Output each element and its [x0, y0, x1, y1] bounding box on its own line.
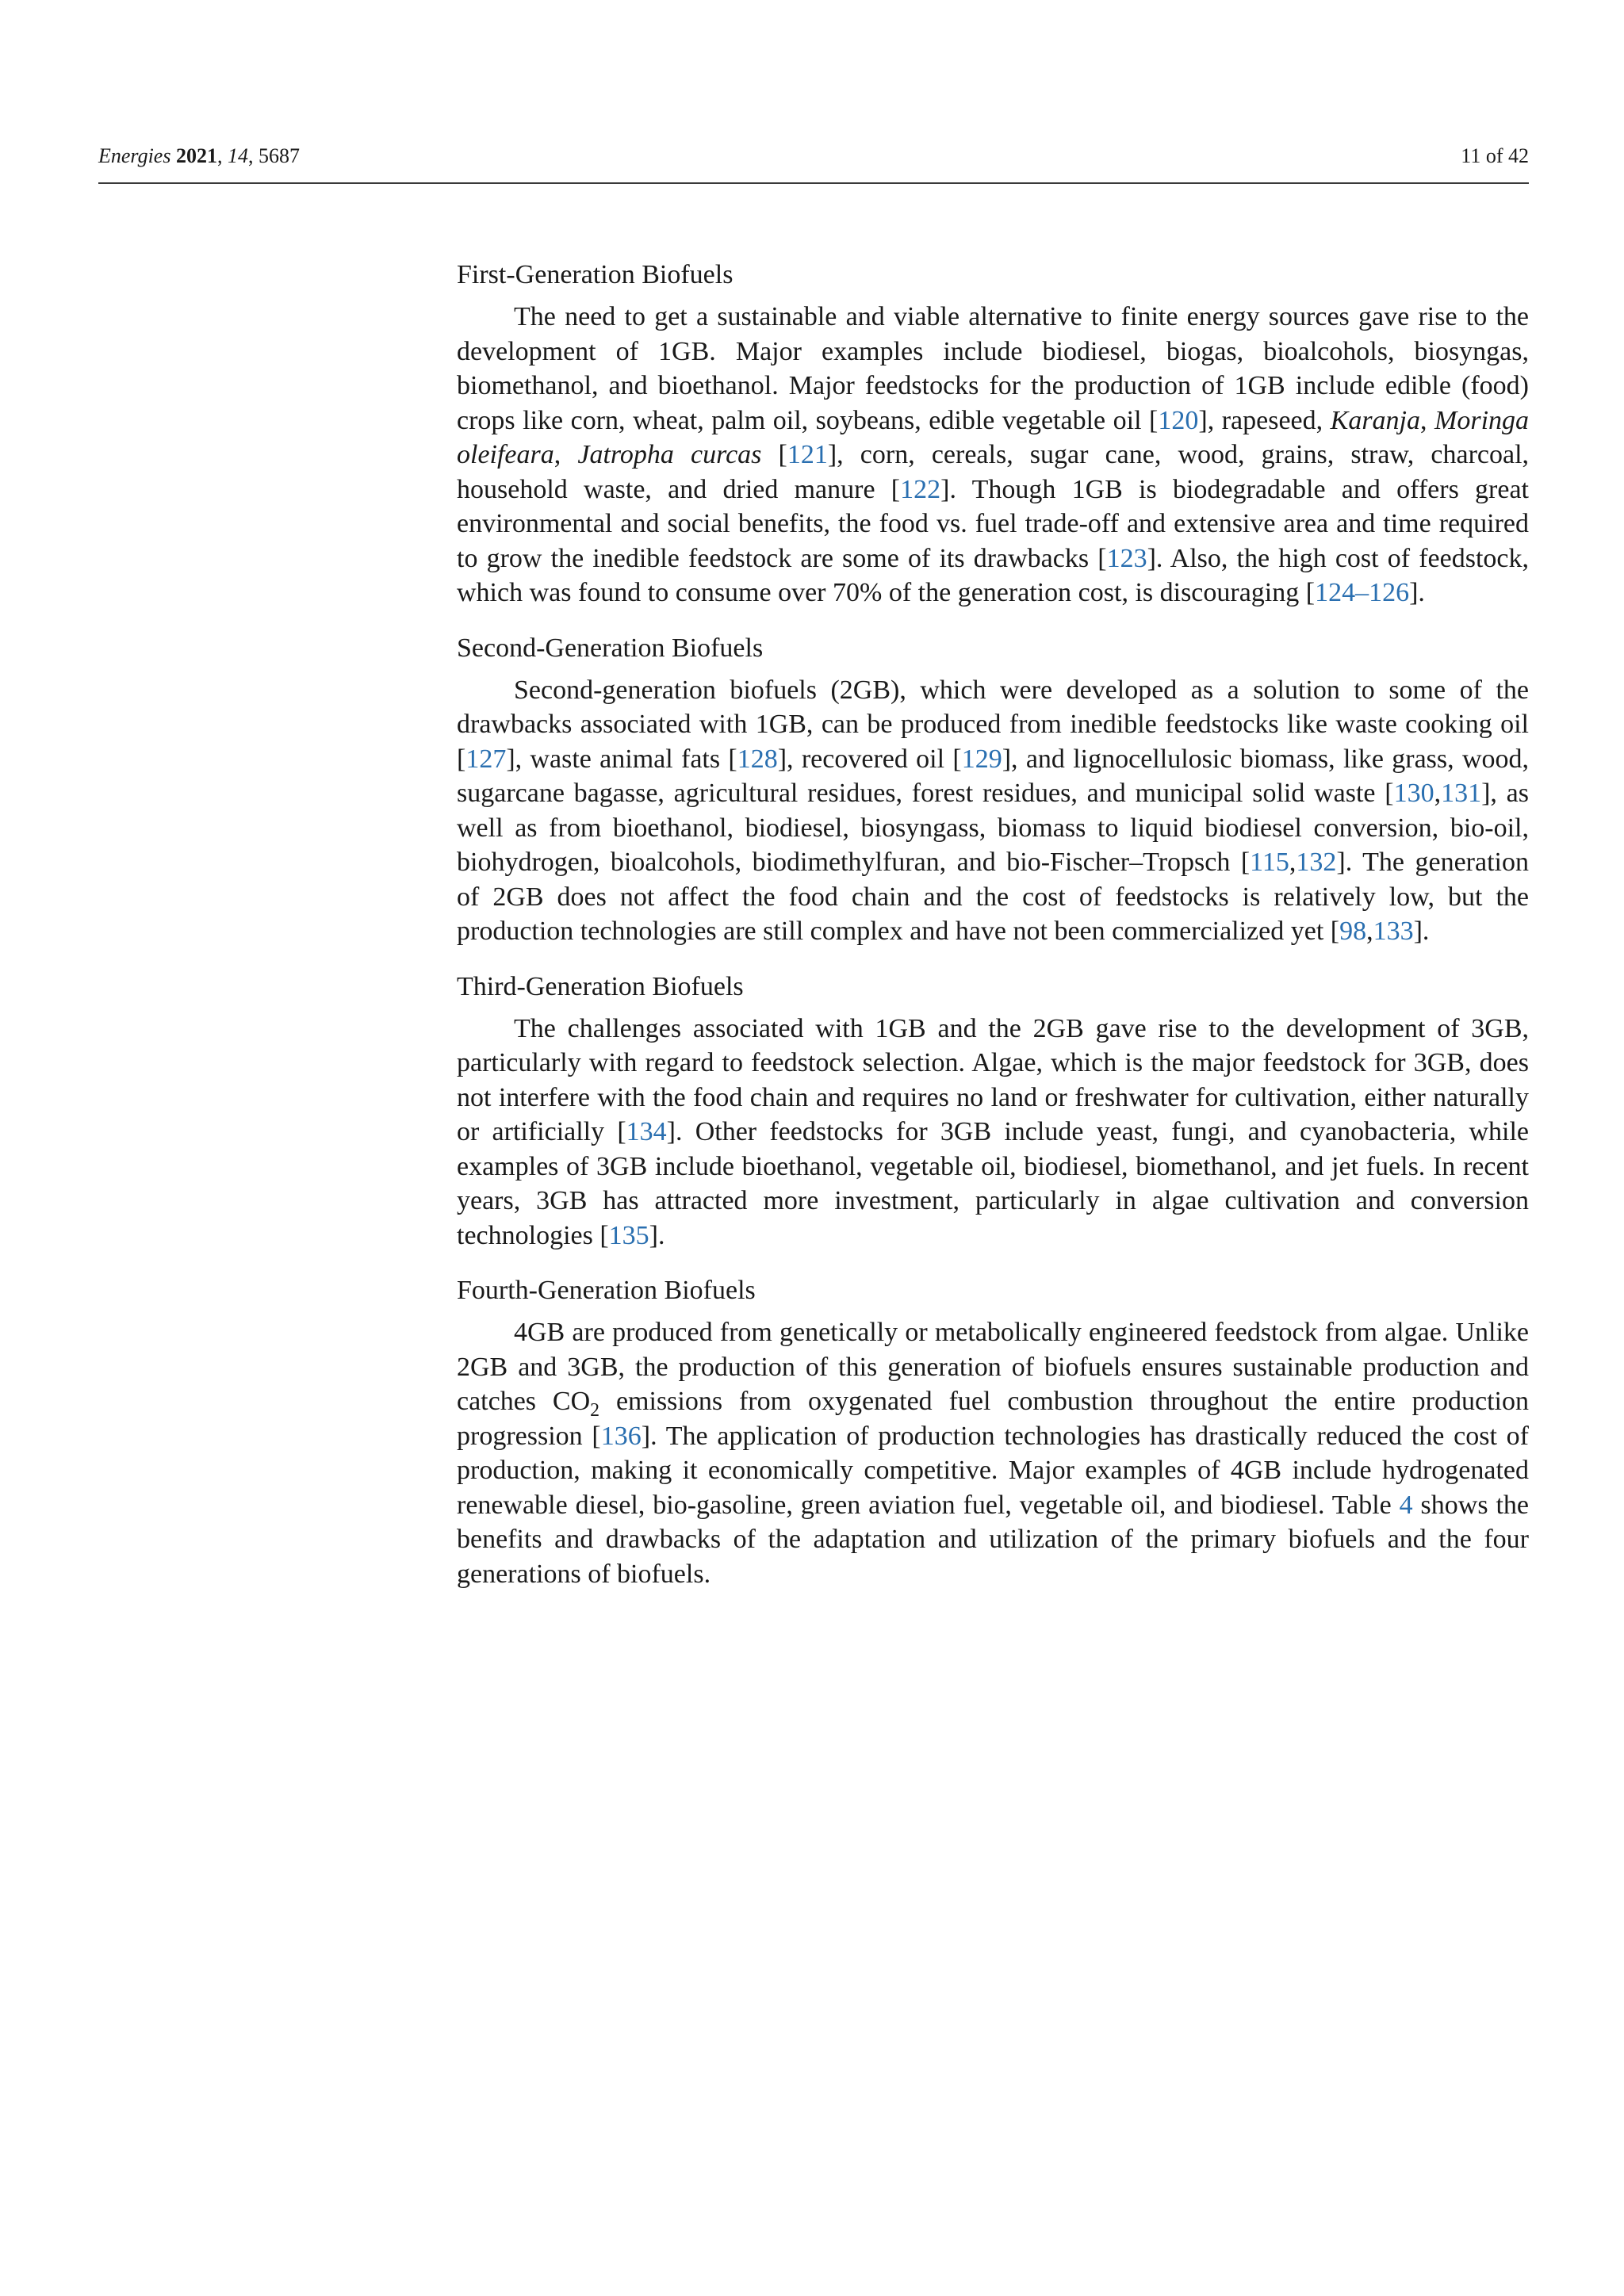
species-name: Karanja [1330, 405, 1420, 435]
paragraph [457, 1315, 1529, 1591]
text-run: ]. The application of production technologies has drastically reduced the cost of production, making it economically competitive. Major examples of 4GB include hydrogenated renewable diesel, bio-gasoline, green aviation fuel, vegetable oil, and biodiesel. Table [457, 1421, 1529, 1520]
section-heading: Fourth-Generation Biofuels [457, 1276, 756, 1305]
subscript: 2 [590, 1399, 600, 1421]
paragraph [457, 673, 1529, 949]
text-run: The challenges associated with 1GB and the 2GB gave rise to the development of 3GB, particularly with regard to feedstock selection. Algae, which is the major feedstock for 3GB, does not interfere with the food chain and requires no land or freshwater for cultivation, either naturally or artificially [ [457, 1013, 1529, 1146]
text-run: ], and lignocellulosic biomass, like grass, wood, sugarcane bagasse, agricultural residues, forest residues, and municipal solid waste [ [457, 744, 1529, 808]
text-run: ]. Though 1GB is biodegradable and offers great environmental and social benefits, the food vs. fuel trade-off and extensive area and time required to grow the inedible feedstock are some of its drawbacks [ [457, 474, 1529, 573]
citation-link[interactable]: 134 [626, 1117, 667, 1146]
text-run: , [1289, 848, 1297, 877]
citation-link[interactable]: 126 [1369, 578, 1410, 607]
text-run: ], as well as from bioethanol, biodiesel, biosyngass, biomass to liquid biodiesel conversion, bio-oil, biohydrogen, bioalcohols, biodimethylfuran, and bio-Fischer–Tropsch [ [457, 779, 1529, 877]
text-run: ]. [1409, 578, 1425, 607]
citation-link[interactable]: 130 [1393, 779, 1434, 808]
text-run: ], waste animal fats [ [506, 744, 737, 774]
journal-year: 2021 [175, 144, 217, 167]
citation-link[interactable]: 127 [465, 744, 507, 774]
citation-link[interactable]: 115 [1250, 848, 1289, 877]
journal-name: Energies [98, 144, 171, 167]
citation-link[interactable]: 123 [1106, 543, 1147, 573]
section-heading: Third-Generation Biofuels [457, 971, 744, 1001]
section-first-generation [457, 258, 1529, 610]
citation-link[interactable]: 135 [608, 1220, 649, 1250]
citation-link[interactable]: 122 [900, 474, 941, 504]
text-run: , [1434, 779, 1442, 808]
text-run: ]. Also, the high cost of feedstock, which was found to consume over 70% of the generation cost, is discouraging [ [457, 543, 1529, 607]
page-number: 11 of 42 [1461, 144, 1529, 167]
species-name: Moringa oleifeara [457, 405, 1530, 469]
text-run: ], recovered oil [ [777, 744, 962, 774]
text-run: ]. [1413, 916, 1430, 946]
citation-link[interactable]: 132 [1296, 848, 1337, 877]
citation-link[interactable]: 131 [1441, 779, 1482, 808]
citation-link[interactable]: 98 [1339, 916, 1367, 946]
section-second-generation [457, 631, 1529, 949]
citation-link[interactable]: 120 [1158, 405, 1199, 435]
text-run: 4GB are produced from genetically or metabolically engineered feedstock from algae. Unlike 2GB and 3GB, the production of this generation of biofuels ensures sustainable production and catches CO [457, 1318, 1529, 1416]
article-number: , 5687 [247, 144, 300, 167]
table-reference-link[interactable]: 4 [1399, 1490, 1413, 1520]
text-run: Second-generation biofuels (2GB), which were developed as a solution to some of the drawbacks associated with 1GB, can be produced from inedible feedstocks like waste cooking oil [ [457, 675, 1529, 774]
text-run: ]. The generation of 2GB does not affect the food chain and the cost of feedstocks is relatively low, but the production technologies are still complex and have not been commercialized yet [ [457, 848, 1529, 946]
text-run: ], rapeseed, [1198, 405, 1331, 435]
text-run: emissions from oxygenated fuel combustion throughout the entire production progression [ [457, 1387, 1529, 1451]
section-fourth-generation [457, 1273, 1529, 1591]
text-run: , [553, 440, 578, 469]
journal-volume: 14 [227, 144, 248, 167]
paragraph [457, 1012, 1529, 1253]
text-run: The need to get a sustainable and viable alternative to finite energy sources gave rise to the development of 1GB. Major examples include biodiesel, biogas, bioalcohols, biosyngas, biomethanol, and bioethanol. Major feedstocks for the production of 1GB include edible (food) crops like corn, wheat, palm oil, soybeans, edible vegetable oil [ [457, 302, 1529, 435]
citation-link[interactable]: 124 [1315, 578, 1356, 607]
citation-link[interactable]: 128 [737, 744, 778, 774]
text-run: , [1420, 405, 1435, 435]
paragraph [457, 300, 1529, 610]
citation-link[interactable]: 129 [961, 744, 1002, 774]
citation-link[interactable]: 136 [600, 1421, 642, 1451]
section-heading: First-Generation Biofuels [457, 260, 733, 289]
text-run: ]. Other feedstocks for 3GB include yeast, fungi, and cyanobacteria, while examples of 3GB include bioethanol, vegetable oil, biodiesel, biomethanol, and jet fuels. In recent years, 3GB has attracted more investment, particularly in algae cultivation and conversion technologies [ [457, 1117, 1529, 1250]
journal-reference: Energies 2021, 14, 5687 [98, 144, 300, 167]
text-run: , [1366, 916, 1373, 946]
section-heading: Second-Generation Biofuels [457, 633, 764, 663]
page-header [98, 141, 1529, 184]
citation-link[interactable]: 121 [787, 440, 828, 469]
text-run: ], corn, cereals, sugar cane, wood, grains, straw, charcoal, household waste, and dried manure [ [457, 440, 1530, 504]
text-run: shows the benefits and drawbacks of the adaptation and utilization of the primary biofuels and the four generations of biofuels. [457, 1490, 1529, 1589]
citation-link[interactable]: 133 [1373, 916, 1414, 946]
citation-range-dash: – [1355, 578, 1369, 607]
main-content [457, 258, 1529, 1612]
species-name: Jatropha curcas [577, 440, 762, 469]
text-run: [ [761, 440, 787, 469]
text-run: ]. [649, 1220, 665, 1250]
section-third-generation [457, 970, 1529, 1253]
